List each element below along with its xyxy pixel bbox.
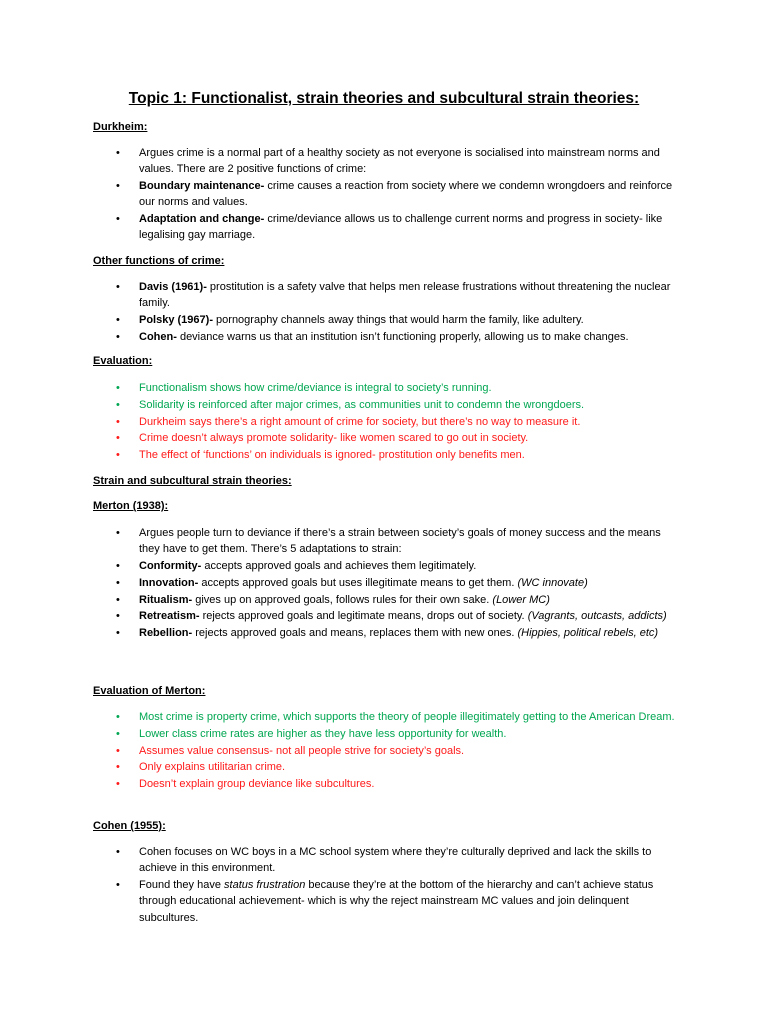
bullet-icon: • bbox=[116, 281, 120, 293]
bullet-icon: • bbox=[116, 398, 120, 411]
bullet-icon: • bbox=[116, 432, 120, 445]
bullet-icon: • bbox=[116, 180, 120, 193]
list-item: • The effect of ‘functions’ on individuals is ignored- prostitution only benefits men. bbox=[0, 447, 768, 463]
bullet-icon: • bbox=[116, 330, 120, 343]
bullet-icon: • bbox=[116, 744, 120, 757]
list-item: • Cohen- deviance warns us that an institution isn’t functioning properly, allowing us to make changes. bbox=[0, 329, 768, 345]
list-item: • Assumes value consensus- not all people strive for society’s goals. bbox=[0, 743, 768, 759]
bullet-icon: • bbox=[116, 711, 120, 723]
list-item: • Polsky (1967)- pornography channels away things that would harm the family, like adultery. bbox=[0, 312, 768, 328]
bullet-icon: • bbox=[116, 560, 120, 573]
durkheim-list bbox=[0, 145, 768, 244]
bullet-icon: • bbox=[116, 846, 120, 858]
cohen-heading: Cohen (1955): bbox=[93, 820, 166, 832]
bullet-icon: • bbox=[116, 610, 120, 623]
list-item: • Crime doesn’t always promote solidarity- like women scared to go out in society. bbox=[0, 430, 768, 446]
list-item: • Adaptation and change- crime/deviance allows us to challenge current norms and progress in society- like legalising gay marriage. bbox=[116, 213, 663, 242]
page-title: Topic 1: Functionalist, strain theories and subcultural strain theories: bbox=[128, 90, 640, 107]
bullet-icon: • bbox=[116, 627, 120, 640]
cohen-list bbox=[0, 844, 768, 926]
list-item: • Retreatism- rejects approved goals and legitimate means, drops out of society. (Vagrants, outcasts, addicts) bbox=[0, 608, 768, 624]
list-item: • Ritualism- gives up on approved goals, follows rules for their own sake. (Lower MC) bbox=[0, 592, 768, 608]
list-item: • Most crime is property crime, which supports the theory of people illegitimately getting to the American Dream. bbox=[0, 709, 768, 725]
list-item: • Only explains utilitarian crime. bbox=[0, 759, 768, 775]
list-item: • Doesn’t explain group deviance like subcultures. bbox=[0, 776, 768, 792]
bullet-icon: • bbox=[116, 727, 120, 740]
list-item: • Davis (1961)- prostitution is a safety valve that helps men release frustrations without threatening the nuclear family. bbox=[116, 281, 671, 310]
list-item: • Argues crime is a normal part of a healthy society as not everyone is socialised into mainstream norms and values. There are 2 positive functions of crime: bbox=[116, 147, 660, 176]
bullet-icon: • bbox=[116, 147, 120, 159]
list-item: • Cohen focuses on WC boys in a MC school system where they’re culturally deprived and lack the skills to achieve in this environment. bbox=[116, 846, 652, 875]
list-item: • Argues people turn to deviance if there’s a strain between society’s goals of money success and the means they have to get them. There’s 5 adaptations to strain: bbox=[116, 527, 661, 556]
bullet-icon: • bbox=[116, 879, 120, 892]
bullet-icon: • bbox=[116, 593, 120, 606]
list-item: • Rebellion- rejects approved goals and means, replaces them with new ones. (Hippies, political rebels, etc) bbox=[0, 625, 768, 641]
list-item: • Innovation- accepts approved goals but uses illegitimate means to get them. (WC innovate) bbox=[0, 575, 768, 591]
bullet-icon: • bbox=[116, 761, 120, 774]
bullet-icon: • bbox=[116, 415, 120, 428]
bullet-icon: • bbox=[116, 314, 120, 327]
other-functions-heading: Other functions of crime: bbox=[93, 255, 225, 267]
list-item: • Lower class crime rates are higher as they have less opportunity for wealth. bbox=[0, 726, 768, 742]
merton-list bbox=[0, 525, 768, 642]
list-item: • Durkheim says there’s a right amount of crime for society, but there’s no way to measure it. bbox=[0, 414, 768, 430]
bullet-icon: • bbox=[116, 449, 120, 462]
durkheim-heading: Durkheim: bbox=[93, 121, 148, 133]
merton-heading: Merton (1938): bbox=[93, 500, 169, 512]
other-functions-list bbox=[0, 279, 768, 346]
bullet-icon: • bbox=[116, 778, 120, 791]
list-item: • Solidarity is reinforced after major crimes, as communities unit to condemn the wrongdoers. bbox=[0, 397, 768, 413]
list-item: • Boundary maintenance- crime causes a reaction from society where we condemn wrongdoers and reinforce our norms and values. bbox=[116, 180, 673, 209]
merton-evaluation-heading: Evaluation of Merton: bbox=[93, 685, 206, 697]
evaluation-list bbox=[0, 380, 768, 464]
list-item: • Found they have status frustration because they’re at the bottom of the hierarchy and can’t achieve status through educational achievement- which is why the reject mainstream MC values and join delinquent subcultures. bbox=[116, 879, 654, 924]
bullet-icon: • bbox=[116, 576, 120, 589]
merton-evaluation-list bbox=[0, 709, 768, 793]
bullet-icon: • bbox=[116, 527, 120, 539]
bullet-icon: • bbox=[116, 382, 120, 394]
list-item: • Functionalism shows how crime/deviance is integral to society’s running. bbox=[0, 380, 768, 396]
bullet-icon: • bbox=[116, 213, 120, 226]
list-item: • Conformity- accepts approved goals and achieves them legitimately. bbox=[0, 558, 768, 574]
strain-heading: Strain and subcultural strain theories: bbox=[93, 475, 292, 487]
evaluation-heading: Evaluation: bbox=[93, 355, 153, 367]
